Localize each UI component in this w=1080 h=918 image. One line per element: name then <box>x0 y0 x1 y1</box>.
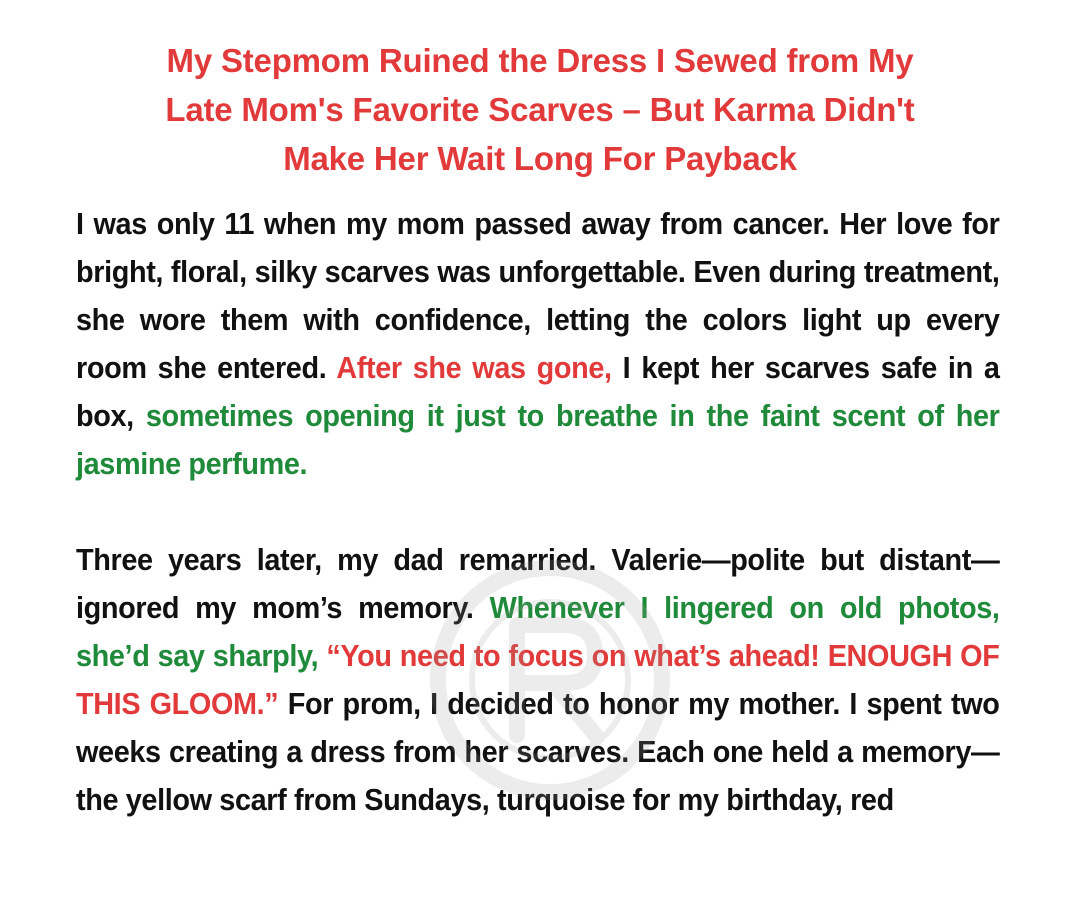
p1-highlight-green: sometimes opening it just to breathe in the faint scent of her jasmine perfume. <box>76 398 1000 481</box>
p1-text-1: I was only 11 when my mom passed away from cancer. Her love for bright, floral, silky scarves was unforgettable. Even during treatment, she wore them with confidence, letting the colors light up every room she entered. <box>76 206 1000 385</box>
article-body <box>76 200 999 872</box>
paragraph-1 <box>76 200 999 488</box>
article-title <box>60 36 1020 183</box>
p1-text-2: I kept her scarves safe in a box, <box>76 350 1000 433</box>
title-line-3: Make Her Wait Long For Payback <box>283 140 797 177</box>
p2-text-1: Three years later, my dad remarried. Valerie—polite but distant—ignored my mom’s memory. <box>76 542 1000 625</box>
title-line-2: Late Mom's Favorite Scarves – But Karma Didn't <box>165 91 915 128</box>
p2-text-2: For prom, I decided to honor my mother. I spent two weeks creating a dress from her scarves. Each one held a memory—the yellow scarf from Sundays, turquoise for my birthday, red <box>76 686 1000 817</box>
p2-highlight-green: Whenever I lingered on old photos, she’d say sharply, <box>76 590 1000 673</box>
p2-highlight-red: “You need to focus on what’s ahead! ENOUGH OF THIS GLOOM.” <box>76 638 1000 721</box>
title-line-1: My Stepmom Ruined the Dress I Sewed from My <box>166 42 914 79</box>
paragraph-2 <box>76 536 999 824</box>
p1-highlight-red: After she was gone, <box>336 350 612 385</box>
